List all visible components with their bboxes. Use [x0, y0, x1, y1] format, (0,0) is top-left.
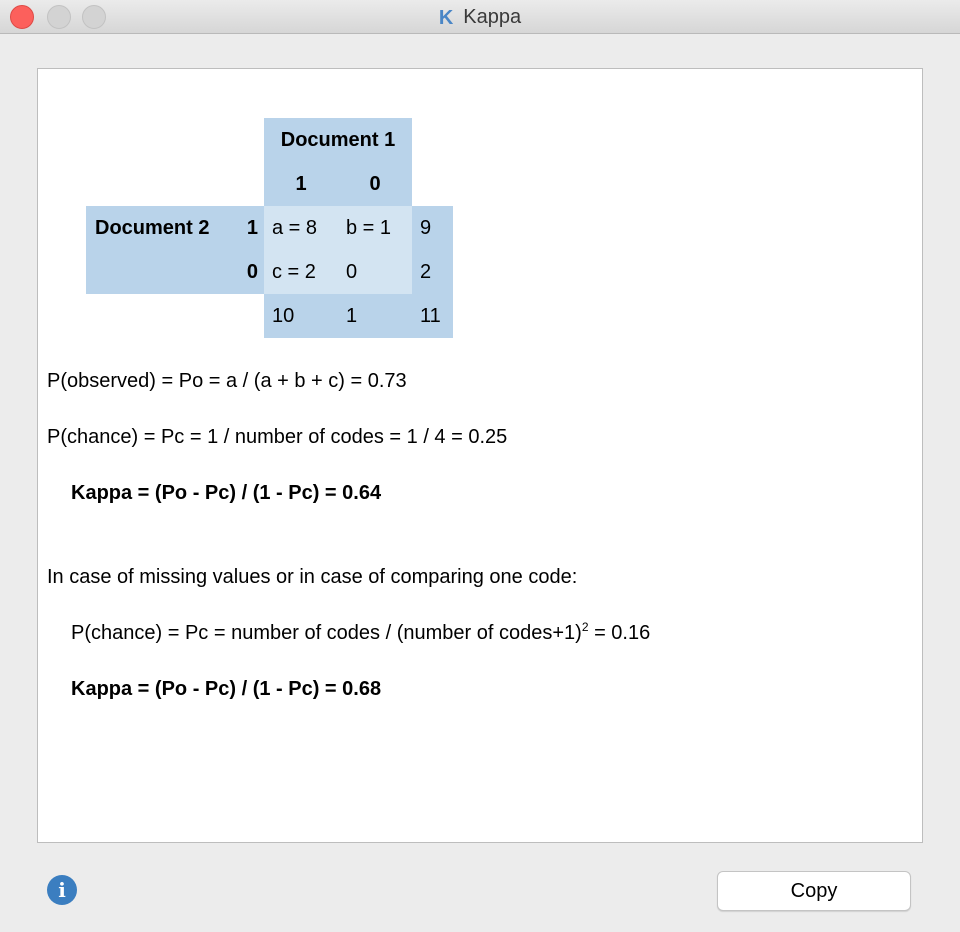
title-bar — [0, 0, 960, 34]
cell-a: a = 8 — [264, 206, 338, 250]
col-value-1: 1 — [264, 162, 338, 206]
copy-button[interactable]: Copy — [717, 871, 911, 911]
row-value-0: 0 — [246, 261, 258, 283]
info-icon[interactable]: i — [47, 875, 77, 905]
row-value-1: 1 — [246, 217, 258, 239]
col-total-1: 10 — [264, 294, 338, 338]
cell-b: b = 1 — [338, 206, 412, 250]
observed-formula: P(observed) = Po = a / (a + b + c) = 0.73 — [47, 370, 407, 392]
grand-total: 11 — [412, 294, 453, 338]
kappa-result-adjusted: Kappa = (Po - Pc) / (1 - Pc) = 0.68 — [71, 678, 382, 700]
missing-values-heading: In case of missing values or in case of comparing one code: — [47, 566, 578, 588]
window-title: Kappa — [463, 5, 522, 28]
chance2-suffix: = 0.16 — [588, 622, 651, 644]
row-header-document-2: Document 2 — [95, 217, 210, 239]
kappa-result: Kappa = (Po - Pc) / (1 - Pc) = 0.64 — [71, 482, 382, 504]
col-total-0: 1 — [338, 294, 412, 338]
row-total-1: 9 — [412, 206, 453, 250]
cell-d: 0 — [338, 250, 412, 294]
chance2-exponent: 2 — [581, 620, 589, 634]
title-wrap — [0, 0, 960, 34]
app-logo-icon: K — [438, 7, 454, 29]
col-header-document-1: Document 1 — [264, 118, 412, 162]
cell-c: c = 2 — [264, 250, 338, 294]
row-total-0: 2 — [412, 250, 453, 294]
chance-formula: P(chance) = Pc = 1 / number of codes = 1 / 4 = 0.25 — [47, 426, 508, 448]
col-value-0: 0 — [338, 162, 412, 206]
results-panel — [37, 68, 923, 843]
chance2-prefix: P(chance) = Pc = number of codes / (number of codes+1) — [71, 622, 582, 644]
chance-formula-adjusted — [71, 622, 650, 645]
